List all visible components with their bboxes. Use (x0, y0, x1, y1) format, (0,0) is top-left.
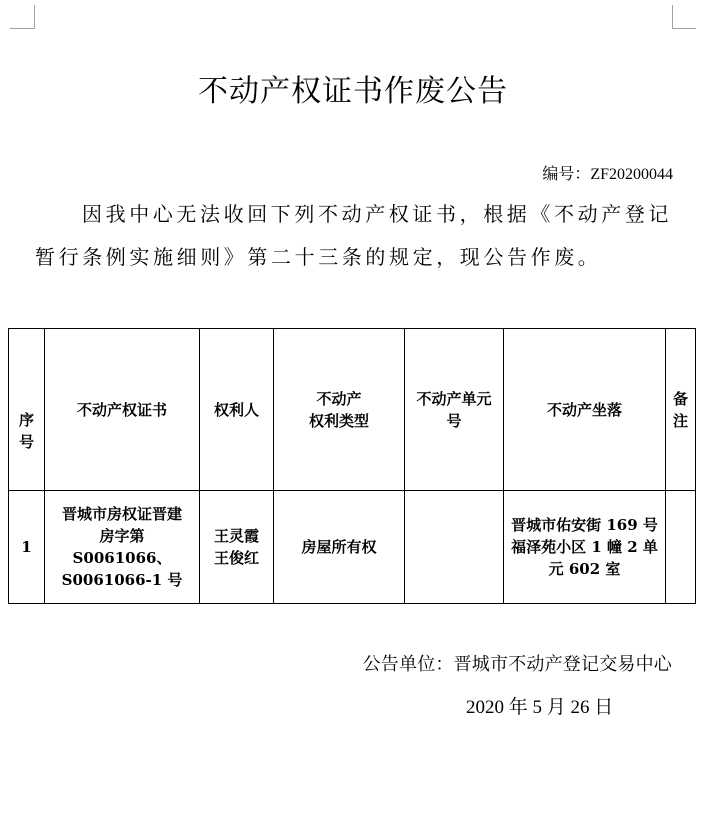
issuer: 公告单位：晋城市不动产登记交易中心 (362, 654, 672, 674)
cell-holder: 王灵霞 王俊红 (200, 491, 274, 604)
cell-location: 晋城市佑安街 169 号 福泽苑小区 1 幢 2 单 元 602 室 (504, 491, 666, 604)
cell-unit-number (405, 491, 504, 604)
table-header-unit-number: 不动产单元 号 (405, 329, 504, 491)
certificate-table (8, 328, 696, 604)
table-header-location: 不动产坐落 (504, 329, 666, 491)
issue-date: 2020 年 5 月 26 日 (466, 697, 614, 718)
table-row (9, 491, 696, 604)
table-header-holder: 权利人 (200, 329, 274, 491)
page-title: 不动产权证书作废公告 (198, 75, 508, 108)
table-header-certificate: 不动产权证书 (45, 329, 200, 491)
serial-number: 编号：ZF20200044 (542, 166, 673, 183)
table-header-row (9, 329, 696, 491)
notice-body: 因我中心无法收回下列不动产权证书，根据《不动产登记 暂行条例实施细则》第二十三条的规定，现公告作废。 (35, 204, 672, 269)
cell-remarks (666, 491, 696, 604)
crop-mark-top-right (672, 5, 696, 29)
cell-certificate: 晋城市房权证晋建 房字第 S0061066、 S0061066-1 号 (45, 491, 200, 604)
cell-right-type: 房屋所有权 (274, 491, 405, 604)
table-header-right-type: 不动产 权利类型 (274, 329, 405, 491)
crop-mark-top-left (10, 5, 35, 29)
table-header-index: 序 号 (9, 329, 45, 491)
cell-index: 1 (9, 491, 45, 604)
table-header-remarks: 备 注 (666, 329, 696, 491)
